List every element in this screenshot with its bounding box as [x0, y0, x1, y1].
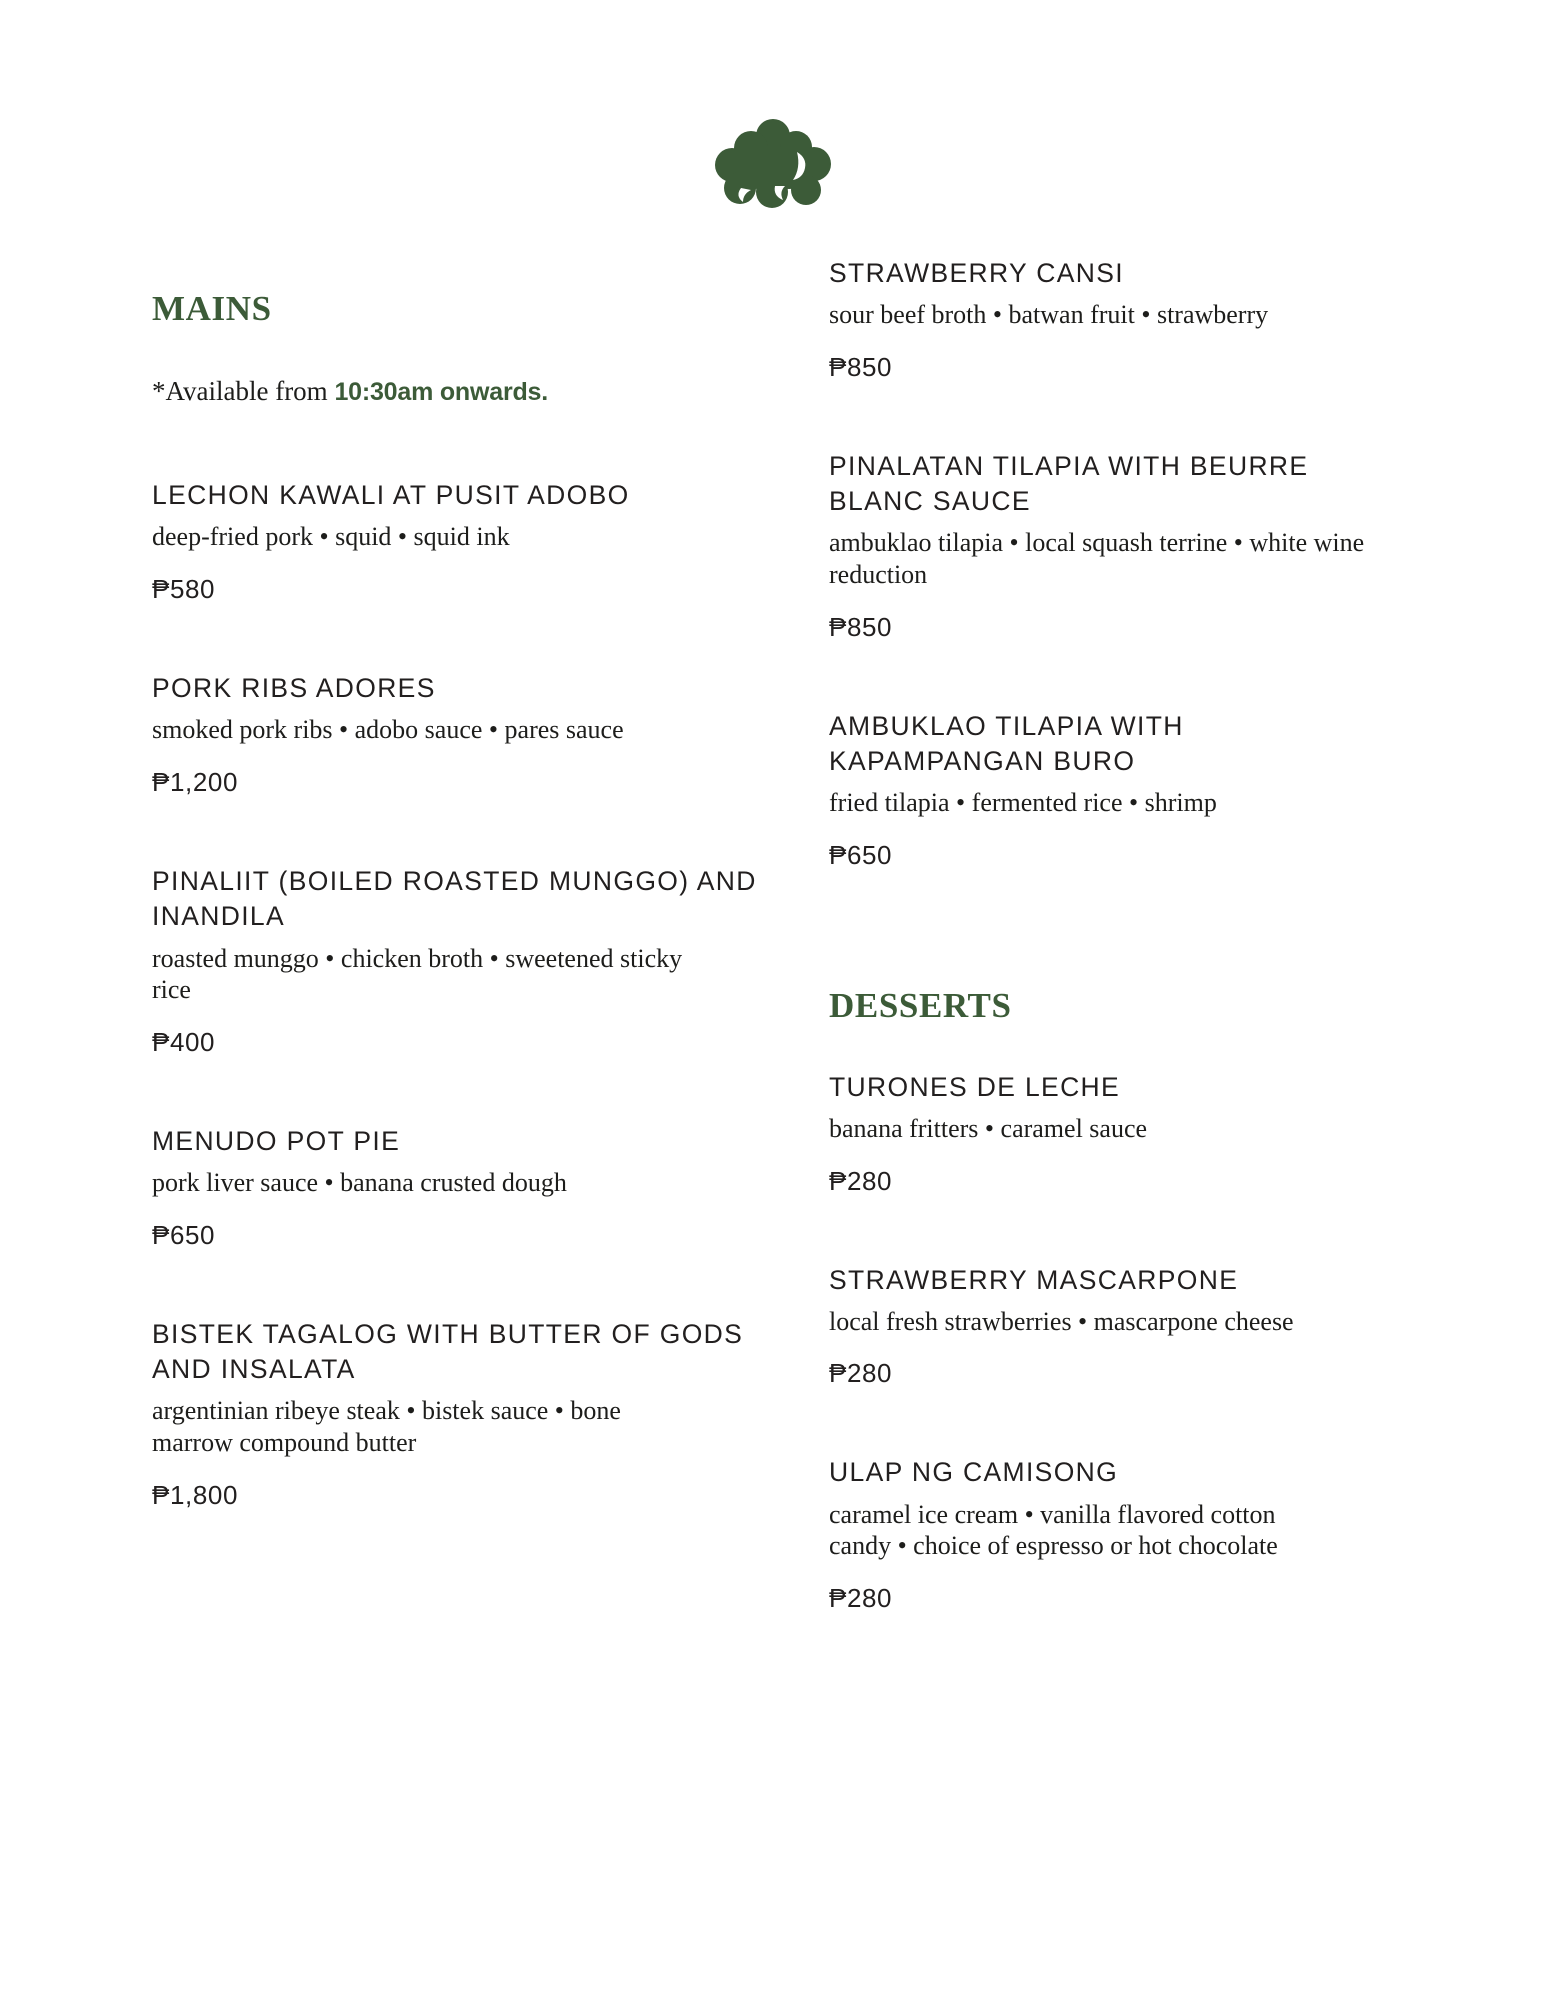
menu-item-price: ₱1,200 — [152, 767, 239, 798]
menu-body — [152, 258, 1402, 1614]
menu-item-price: ₱850 — [829, 611, 893, 642]
menu-item-description: smoked pork ribs • adobo sauce • pares sauce — [152, 715, 624, 745]
menu-item-name: MENUDO POT PIE — [152, 1126, 401, 1157]
section-heading-desserts: DESSERTS — [829, 986, 1012, 1026]
menu-item-price: ₱1,800 — [152, 1479, 239, 1510]
menu-item-description: argentinian ribeye steak • bistek sauce • bone marrow compound butter — [152, 1396, 621, 1458]
menu-item[interactable] — [829, 709, 1402, 871]
menu-item[interactable] — [829, 449, 1402, 643]
menu-item-description: ambuklao tilapia • local squash terrine • white wine reduction — [829, 528, 1365, 590]
mains-note-time: 10:30am onwards. — [334, 377, 548, 406]
menu-item-name: STRAWBERRY MASCARPONE — [829, 1264, 1239, 1295]
menu-item-name: BISTEK TAGALOG WITH BUTTER OF GODS AND INSALATA — [152, 1319, 744, 1385]
menu-item[interactable] — [152, 478, 777, 605]
desserts-section — [829, 987, 1402, 1614]
menu-item-price: ₱400 — [152, 1027, 216, 1058]
menu-item[interactable] — [152, 1317, 777, 1511]
menu-column-left — [152, 290, 777, 1511]
menu-item-name: PINALATAN TILAPIA WITH BEURRE BLANC SAUCE — [829, 450, 1309, 517]
menu-item[interactable] — [829, 256, 1402, 383]
menu-item-price: ₱650 — [152, 1220, 216, 1251]
menu-item[interactable] — [829, 1263, 1402, 1390]
menu-item-name: AMBUKLAO TILAPIA WITH KAPAMPANGAN BURO — [829, 710, 1184, 777]
menu-item-name: STRAWBERRY CANSI — [829, 258, 1124, 288]
menu-item[interactable] — [152, 864, 777, 1058]
menu-item-name: PORK RIBS ADORES — [152, 673, 436, 704]
mains-availability-note — [152, 375, 777, 409]
menu-item-name: TURONES DE LECHE — [829, 1071, 1121, 1102]
menu-item[interactable] — [829, 1455, 1402, 1614]
menu-item-description: local fresh strawberries • mascarpone cheese — [829, 1306, 1294, 1336]
menu-item-price: ₱280 — [829, 1358, 893, 1389]
menu-item-name: PINALIIT (BOILED ROASTED MUNGGO) AND INANDILA — [152, 866, 757, 932]
menu-item[interactable] — [829, 1070, 1402, 1197]
section-heading-mains: MAINS — [152, 289, 272, 328]
menu-item-description: deep-fried pork • squid • squid ink — [152, 522, 510, 552]
menu-item-price: ₱650 — [829, 840, 893, 871]
menu-item-price: ₱280 — [829, 1165, 893, 1196]
bush-cloud-logo-icon — [711, 118, 835, 210]
menu-item-description: sour beef broth • batwan fruit • strawberry — [829, 300, 1269, 330]
menu-item-name: ULAP NG CAMISONG — [829, 1457, 1119, 1488]
menu-item[interactable] — [152, 671, 777, 798]
logo-container — [0, 118, 1545, 210]
menu-column-right — [777, 258, 1402, 1614]
menu-item-price: ₱280 — [829, 1583, 893, 1614]
menu-item-description: fried tilapia • fermented rice • shrimp — [829, 788, 1217, 818]
menu-item[interactable] — [152, 1124, 777, 1251]
menu-item-description: caramel ice cream • vanilla flavored cotton candy • choice of espresso or hot chocolate — [829, 1499, 1278, 1561]
menu-item-price: ₱850 — [829, 351, 893, 382]
menu-item-description: roasted munggo • chicken broth • sweetened sticky rice — [152, 943, 683, 1005]
menu-item-description: pork liver sauce • banana crusted dough — [152, 1168, 567, 1198]
menu-item-description: banana fritters • caramel sauce — [829, 1113, 1148, 1143]
menu-item-price: ₱580 — [152, 574, 216, 605]
mains-note-prefix: *Available from — [152, 375, 335, 406]
menu-item-name: LECHON KAWALI AT PUSIT ADOBO — [152, 480, 630, 511]
